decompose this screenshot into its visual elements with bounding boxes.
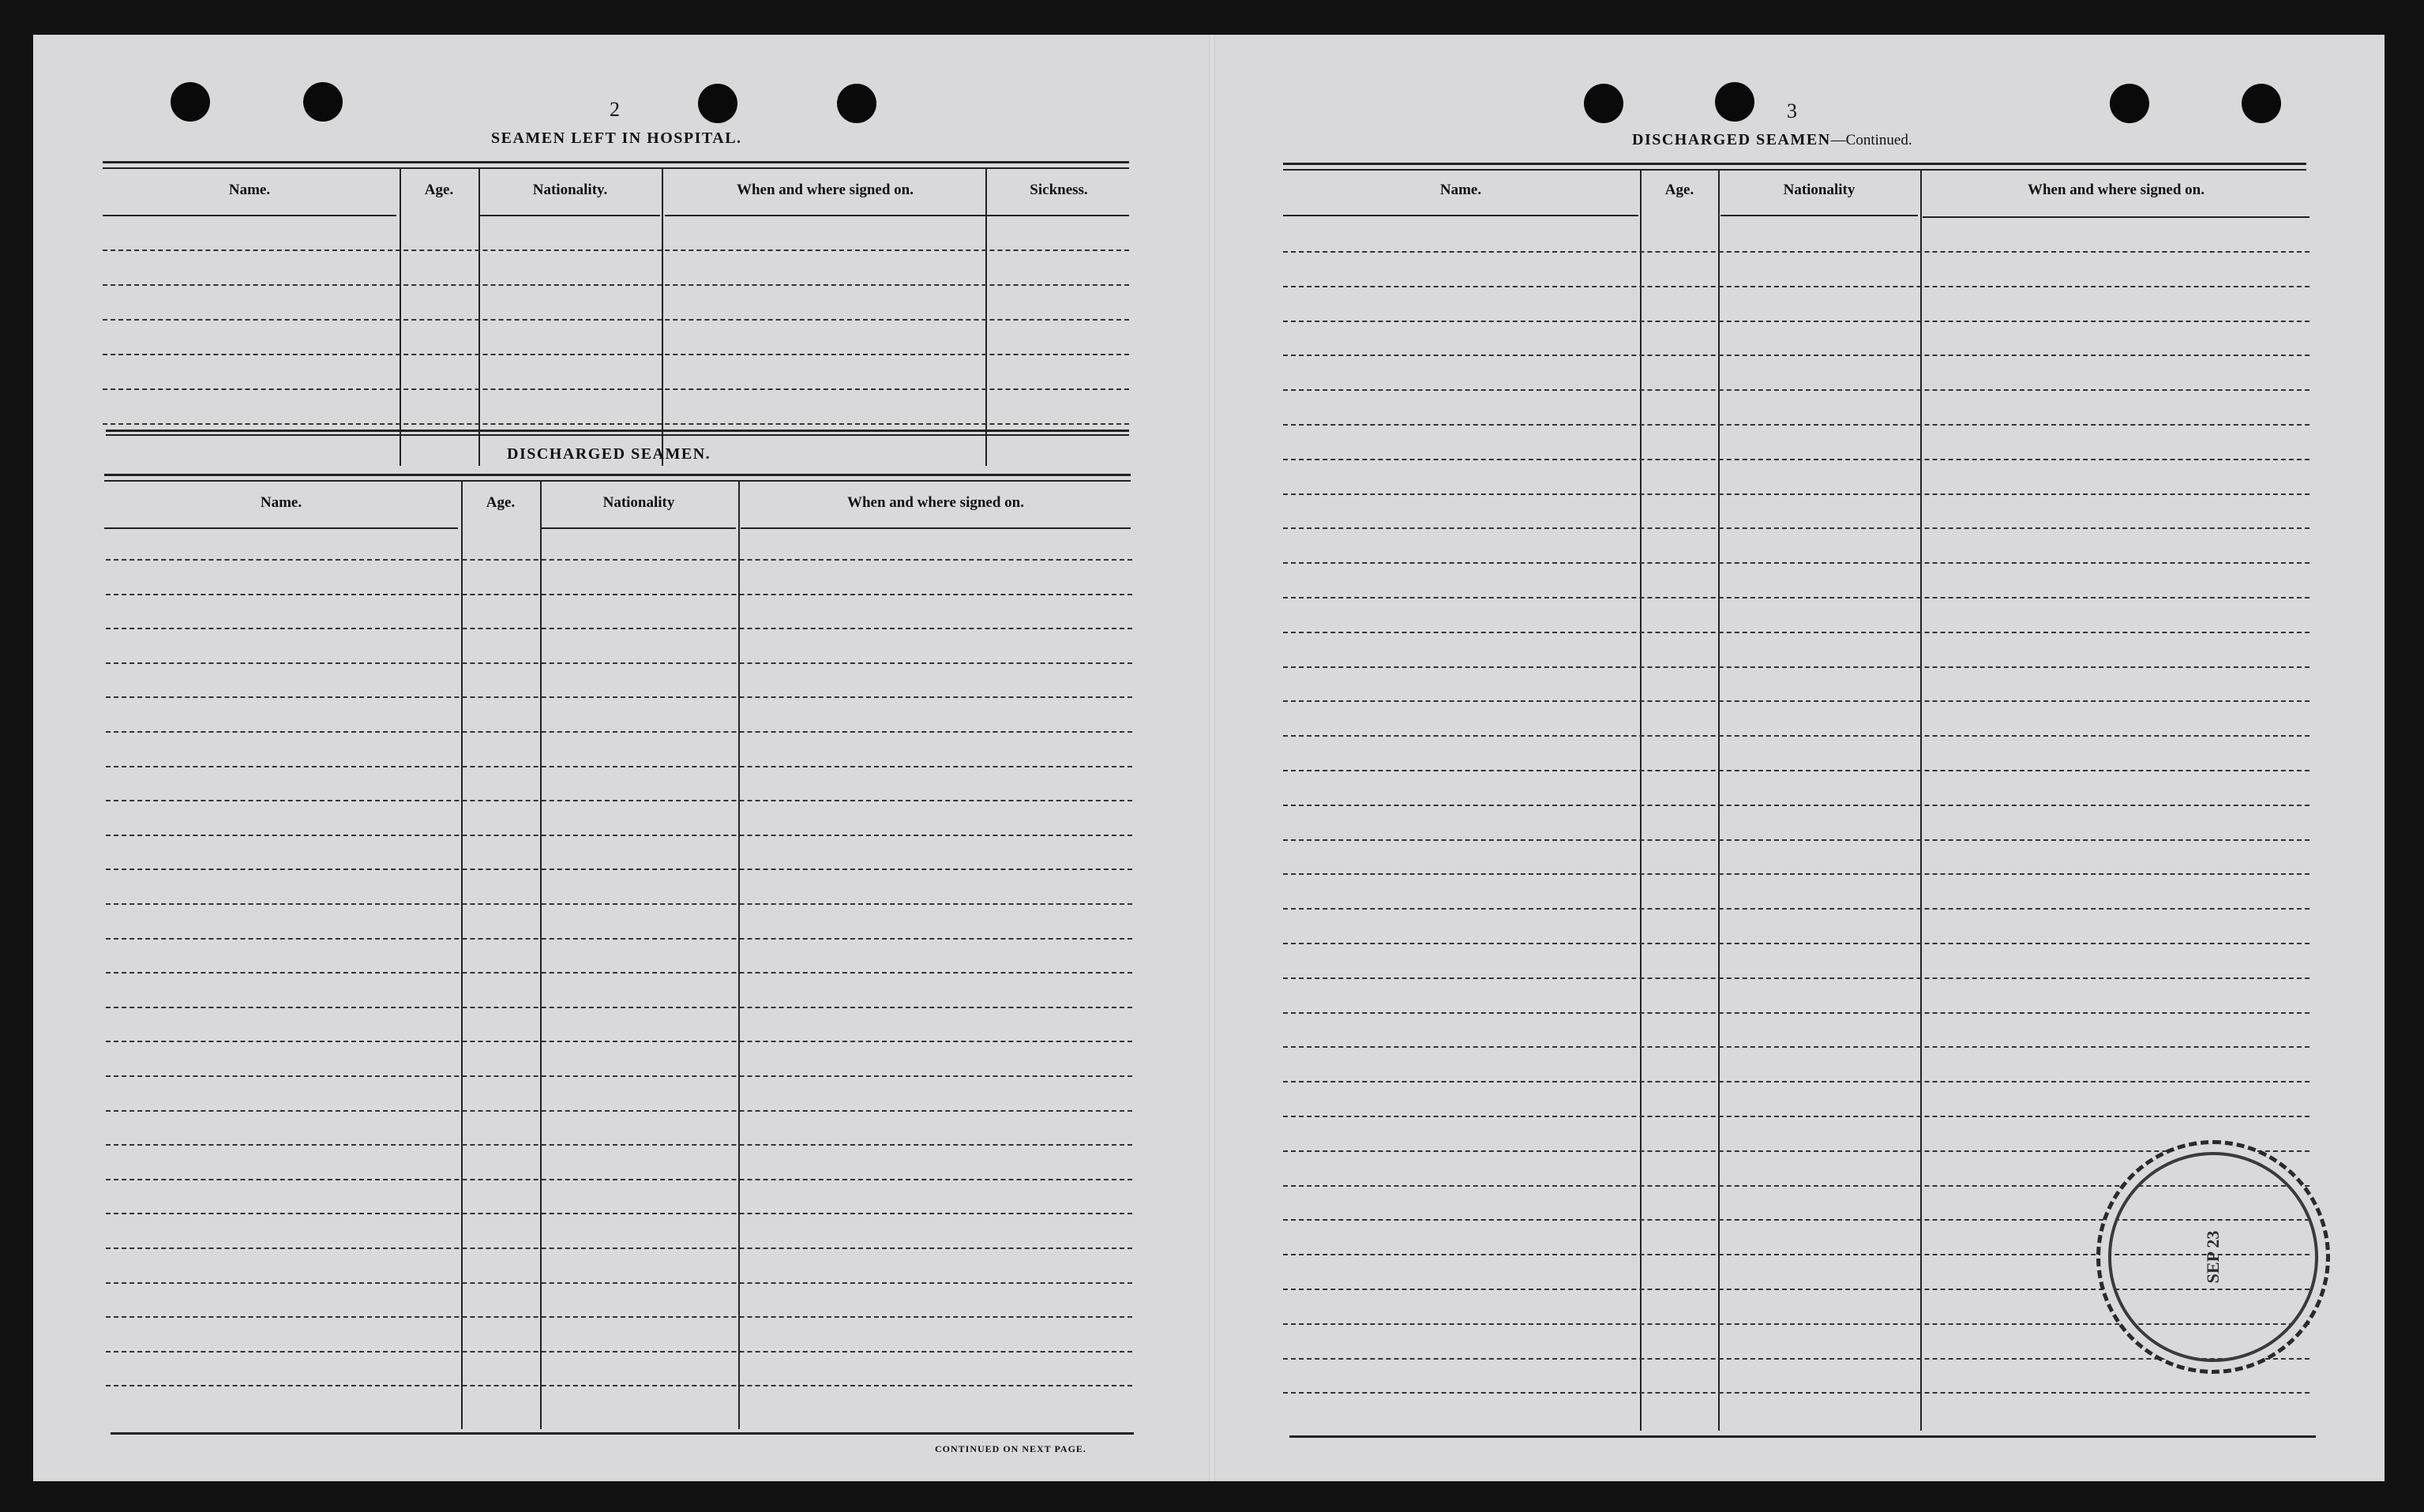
- header-underline: [103, 215, 396, 216]
- immigration-stamp: [2096, 1140, 2330, 1374]
- punch-hole: [1584, 84, 1623, 123]
- header-underline: [665, 215, 1129, 216]
- entry-row: [1283, 1150, 2310, 1152]
- column-header-signed-on: When and where signed on.: [736, 182, 914, 198]
- entry-row: [1283, 908, 2310, 910]
- column-divider: [738, 482, 740, 1429]
- page-fold: [1209, 35, 1215, 1481]
- column-header-nationality: Nationality: [1783, 182, 1856, 198]
- column-divider: [400, 169, 401, 466]
- entry-row: [106, 1213, 1132, 1214]
- entry-row: [106, 1247, 1132, 1249]
- table-bottom-rule: [111, 1432, 1134, 1435]
- section-title-main: DISCHARGED SEAMEN: [1632, 131, 1831, 148]
- entry-row: [106, 1351, 1132, 1353]
- entry-row: [106, 1075, 1132, 1077]
- column-header-nationality: Nationality.: [532, 182, 608, 198]
- table-top-rule: [103, 161, 1129, 163]
- punch-hole: [1715, 82, 1754, 122]
- entry-row: [106, 1282, 1132, 1284]
- entry-row: [1283, 562, 2310, 564]
- entry-row: [106, 1144, 1132, 1146]
- entry-row: [1283, 424, 2310, 426]
- section-title-suffix: —Continued.: [1830, 132, 1912, 148]
- column-divider: [461, 482, 463, 1429]
- column-header-signed-on: When and where signed on.: [846, 494, 1024, 511]
- entry-row: [1283, 1081, 2310, 1082]
- column-header-age: Age.: [424, 182, 454, 198]
- entry-row: [1283, 1012, 2310, 1014]
- entry-row: [1283, 770, 2310, 771]
- entry-row: [103, 388, 1129, 390]
- header-underline: [1923, 216, 2310, 218]
- entry-row: [1283, 1046, 2310, 1048]
- table-bottom-rule: [1289, 1435, 2316, 1438]
- column-header-sickness: Sickness.: [1030, 182, 1088, 198]
- entry-row: [1283, 459, 2310, 460]
- column-divider: [1718, 171, 1720, 1431]
- entry-row: [1283, 321, 2310, 322]
- entry-row: [106, 938, 1132, 940]
- column-header-age: Age.: [1664, 182, 1694, 198]
- entry-row: [106, 559, 1132, 561]
- entry-row: [1283, 597, 2310, 598]
- entry-row: [1283, 805, 2310, 806]
- column-divider: [478, 169, 480, 466]
- entry-row: [106, 869, 1132, 870]
- entry-row: [103, 319, 1129, 321]
- entry-row: [106, 1007, 1132, 1008]
- entry-row: [1283, 389, 2310, 391]
- header-underline: [1283, 215, 1638, 216]
- column-header-age: Age.: [486, 494, 516, 511]
- section-rule: [106, 434, 1129, 436]
- column-divider: [1920, 171, 1922, 1431]
- discharged-continued-title: [1632, 131, 1912, 149]
- punch-hole: [837, 84, 876, 123]
- table-top-rule: [104, 480, 1131, 482]
- entry-row: [1283, 735, 2310, 737]
- header-underline: [480, 215, 660, 216]
- header-underline: [741, 527, 1131, 529]
- entry-row: [1283, 839, 2310, 841]
- entry-row: [106, 1041, 1132, 1042]
- entry-row: [106, 1110, 1132, 1112]
- entry-row: [106, 800, 1132, 801]
- entry-row: [106, 1385, 1132, 1386]
- entry-row: [1283, 286, 2310, 287]
- entry-row: [106, 835, 1132, 836]
- header-underline: [1720, 215, 1918, 216]
- entry-row: [1283, 251, 2310, 253]
- punch-hole: [698, 84, 737, 123]
- column-header-name: Name.: [260, 494, 302, 511]
- entry-row: [103, 423, 1129, 425]
- entry-row: [106, 766, 1132, 767]
- punch-hole: [2242, 84, 2281, 123]
- entry-row: [1283, 355, 2310, 356]
- punch-hole: [303, 82, 343, 122]
- continued-note: CONTINUED ON NEXT PAGE.: [935, 1443, 1086, 1454]
- header-underline: [542, 527, 736, 529]
- entry-row: [1283, 666, 2310, 668]
- table-top-rule: [103, 167, 1129, 169]
- entry-row: [1283, 493, 2310, 495]
- entry-row: [1283, 943, 2310, 944]
- entry-row: [106, 662, 1132, 664]
- column-divider: [540, 482, 542, 1429]
- ledger-sheet: [33, 35, 2385, 1481]
- entry-row: [103, 284, 1129, 286]
- entry-row: [106, 1179, 1132, 1180]
- left-page: [33, 35, 1209, 1481]
- page-number: 2: [610, 98, 620, 121]
- entry-row: [106, 731, 1132, 733]
- column-header-name: Name.: [1439, 182, 1482, 198]
- entry-row: [106, 696, 1132, 698]
- entry-row: [103, 354, 1129, 355]
- entry-row: [1283, 527, 2310, 529]
- entry-row: [1283, 632, 2310, 633]
- entry-row: [106, 903, 1132, 905]
- entry-row: [1283, 977, 2310, 979]
- section-rule: [106, 430, 1129, 432]
- column-header-name: Name.: [228, 182, 271, 198]
- stamp-text: [2204, 1231, 2223, 1284]
- column-header-signed-on: When and where signed on.: [2027, 182, 2204, 198]
- entry-row: [1283, 1392, 2310, 1394]
- entry-row: [106, 594, 1132, 595]
- page-number: 3: [1787, 99, 1797, 122]
- entry-row: [1283, 1116, 2310, 1117]
- header-underline: [104, 527, 458, 529]
- entry-row: [1283, 700, 2310, 702]
- column-divider: [985, 169, 987, 466]
- column-divider: [1640, 171, 1642, 1431]
- punch-hole: [2110, 84, 2149, 123]
- column-header-nationality: Nationality: [602, 494, 675, 511]
- hospital-section-title: SEAMEN LEFT IN HOSPITAL.: [491, 129, 742, 147]
- punch-hole: [171, 82, 210, 122]
- right-page: [1215, 35, 2385, 1481]
- entry-row: [106, 972, 1132, 974]
- entry-row: [106, 628, 1132, 629]
- table-top-rule: [1283, 169, 2306, 171]
- entry-row: [1283, 873, 2310, 875]
- table-top-rule: [104, 474, 1131, 476]
- discharged-section-title: DISCHARGED SEAMEN.: [507, 445, 711, 463]
- entry-row: [103, 249, 1129, 251]
- entry-row: [106, 1316, 1132, 1318]
- stamp-date: SEP 23: [2202, 1230, 2223, 1284]
- table-top-rule: [1283, 163, 2306, 165]
- column-divider: [662, 169, 663, 466]
